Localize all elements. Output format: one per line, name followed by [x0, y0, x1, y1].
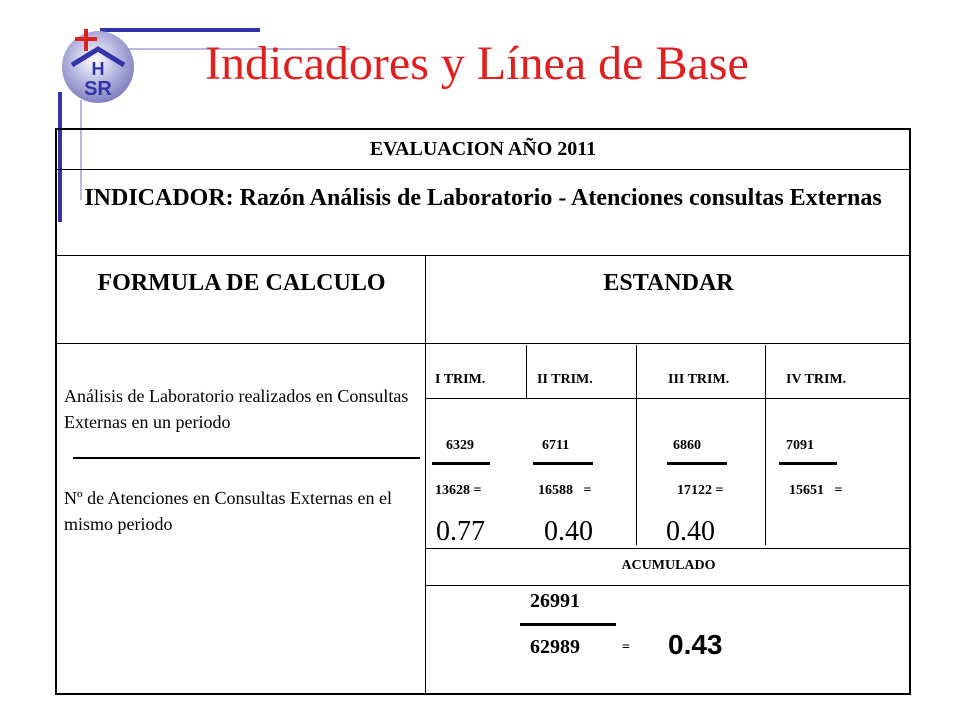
- quarter-numerator-1: 6329: [446, 438, 474, 453]
- quarter-result-1: 0.77: [436, 516, 485, 547]
- accumulated-bottom-divider: [426, 585, 911, 586]
- evaluation-title: EVALUACION AÑO 2011: [369, 138, 597, 160]
- quarter-result-2: 0.40: [544, 516, 593, 547]
- row-divider-1: [55, 169, 911, 170]
- accumulated-label: ACUMULADO: [621, 558, 716, 573]
- accumulated-top-divider: [426, 548, 911, 549]
- quarter-numerator-2: 6711: [542, 438, 570, 453]
- quarter-label-2: II TRIM.: [537, 372, 593, 387]
- quarter-denominator-4: 15651 =: [789, 483, 843, 498]
- quarter-divider-1: [526, 345, 527, 398]
- quarter-denominator-1: 13628 =: [435, 483, 482, 498]
- accumulated-equals: =: [622, 640, 630, 655]
- row-divider-3: [55, 343, 911, 344]
- quarter-numerator-3: 6860: [673, 438, 701, 453]
- quarter-denominator-3: 17122 =: [677, 483, 724, 498]
- accumulated-fraction-bar: [520, 623, 616, 626]
- accumulated-denominator: 62989: [530, 636, 580, 658]
- accumulated-numerator: 26991: [530, 590, 580, 612]
- quarter-fraction-bar-3: [667, 462, 727, 465]
- quarter-label-3: III TRIM.: [668, 372, 730, 387]
- column-divider: [425, 255, 426, 695]
- denominator-description: Nº de Atenciones en Consultas Externas en el mismo periodo: [64, 488, 392, 534]
- quarter-label-4: IV TRIM.: [786, 372, 847, 387]
- formula-fraction-bar: [73, 457, 420, 459]
- quarter-header-divider: [426, 398, 911, 399]
- quarter-denominator-2: 16588 =: [538, 483, 592, 498]
- formula-header: FORMULA DE CALCULO: [97, 270, 386, 296]
- svg-text:SR: SR: [84, 78, 112, 100]
- quarter-fraction-bar-4: [779, 462, 837, 465]
- row-divider-2: [55, 255, 911, 256]
- slide-title: Indicadores y Línea de Base: [205, 37, 749, 90]
- quarter-numerator-4: 7091: [786, 438, 814, 453]
- quarter-divider-3: [765, 345, 766, 545]
- quarter-result-3: 0.40: [666, 516, 715, 547]
- standard-header: ESTANDAR: [603, 270, 734, 296]
- quarter-label-1: I TRIM.: [435, 372, 486, 387]
- quarter-divider-2: [636, 345, 637, 545]
- quarter-fraction-bar-2: [533, 462, 593, 465]
- hsr-logo: [58, 25, 138, 105]
- accumulated-result: 0.43: [668, 629, 723, 660]
- svg-text:H: H: [91, 59, 105, 79]
- numerator-description: Análisis de Laboratorio realizados en Consultas Externas en un periodo: [64, 386, 409, 432]
- quarter-fraction-bar-1: [432, 462, 490, 465]
- indicator-name: INDICADOR: Razón Análisis de Laboratorio - Atenciones consultas Externas: [84, 185, 882, 211]
